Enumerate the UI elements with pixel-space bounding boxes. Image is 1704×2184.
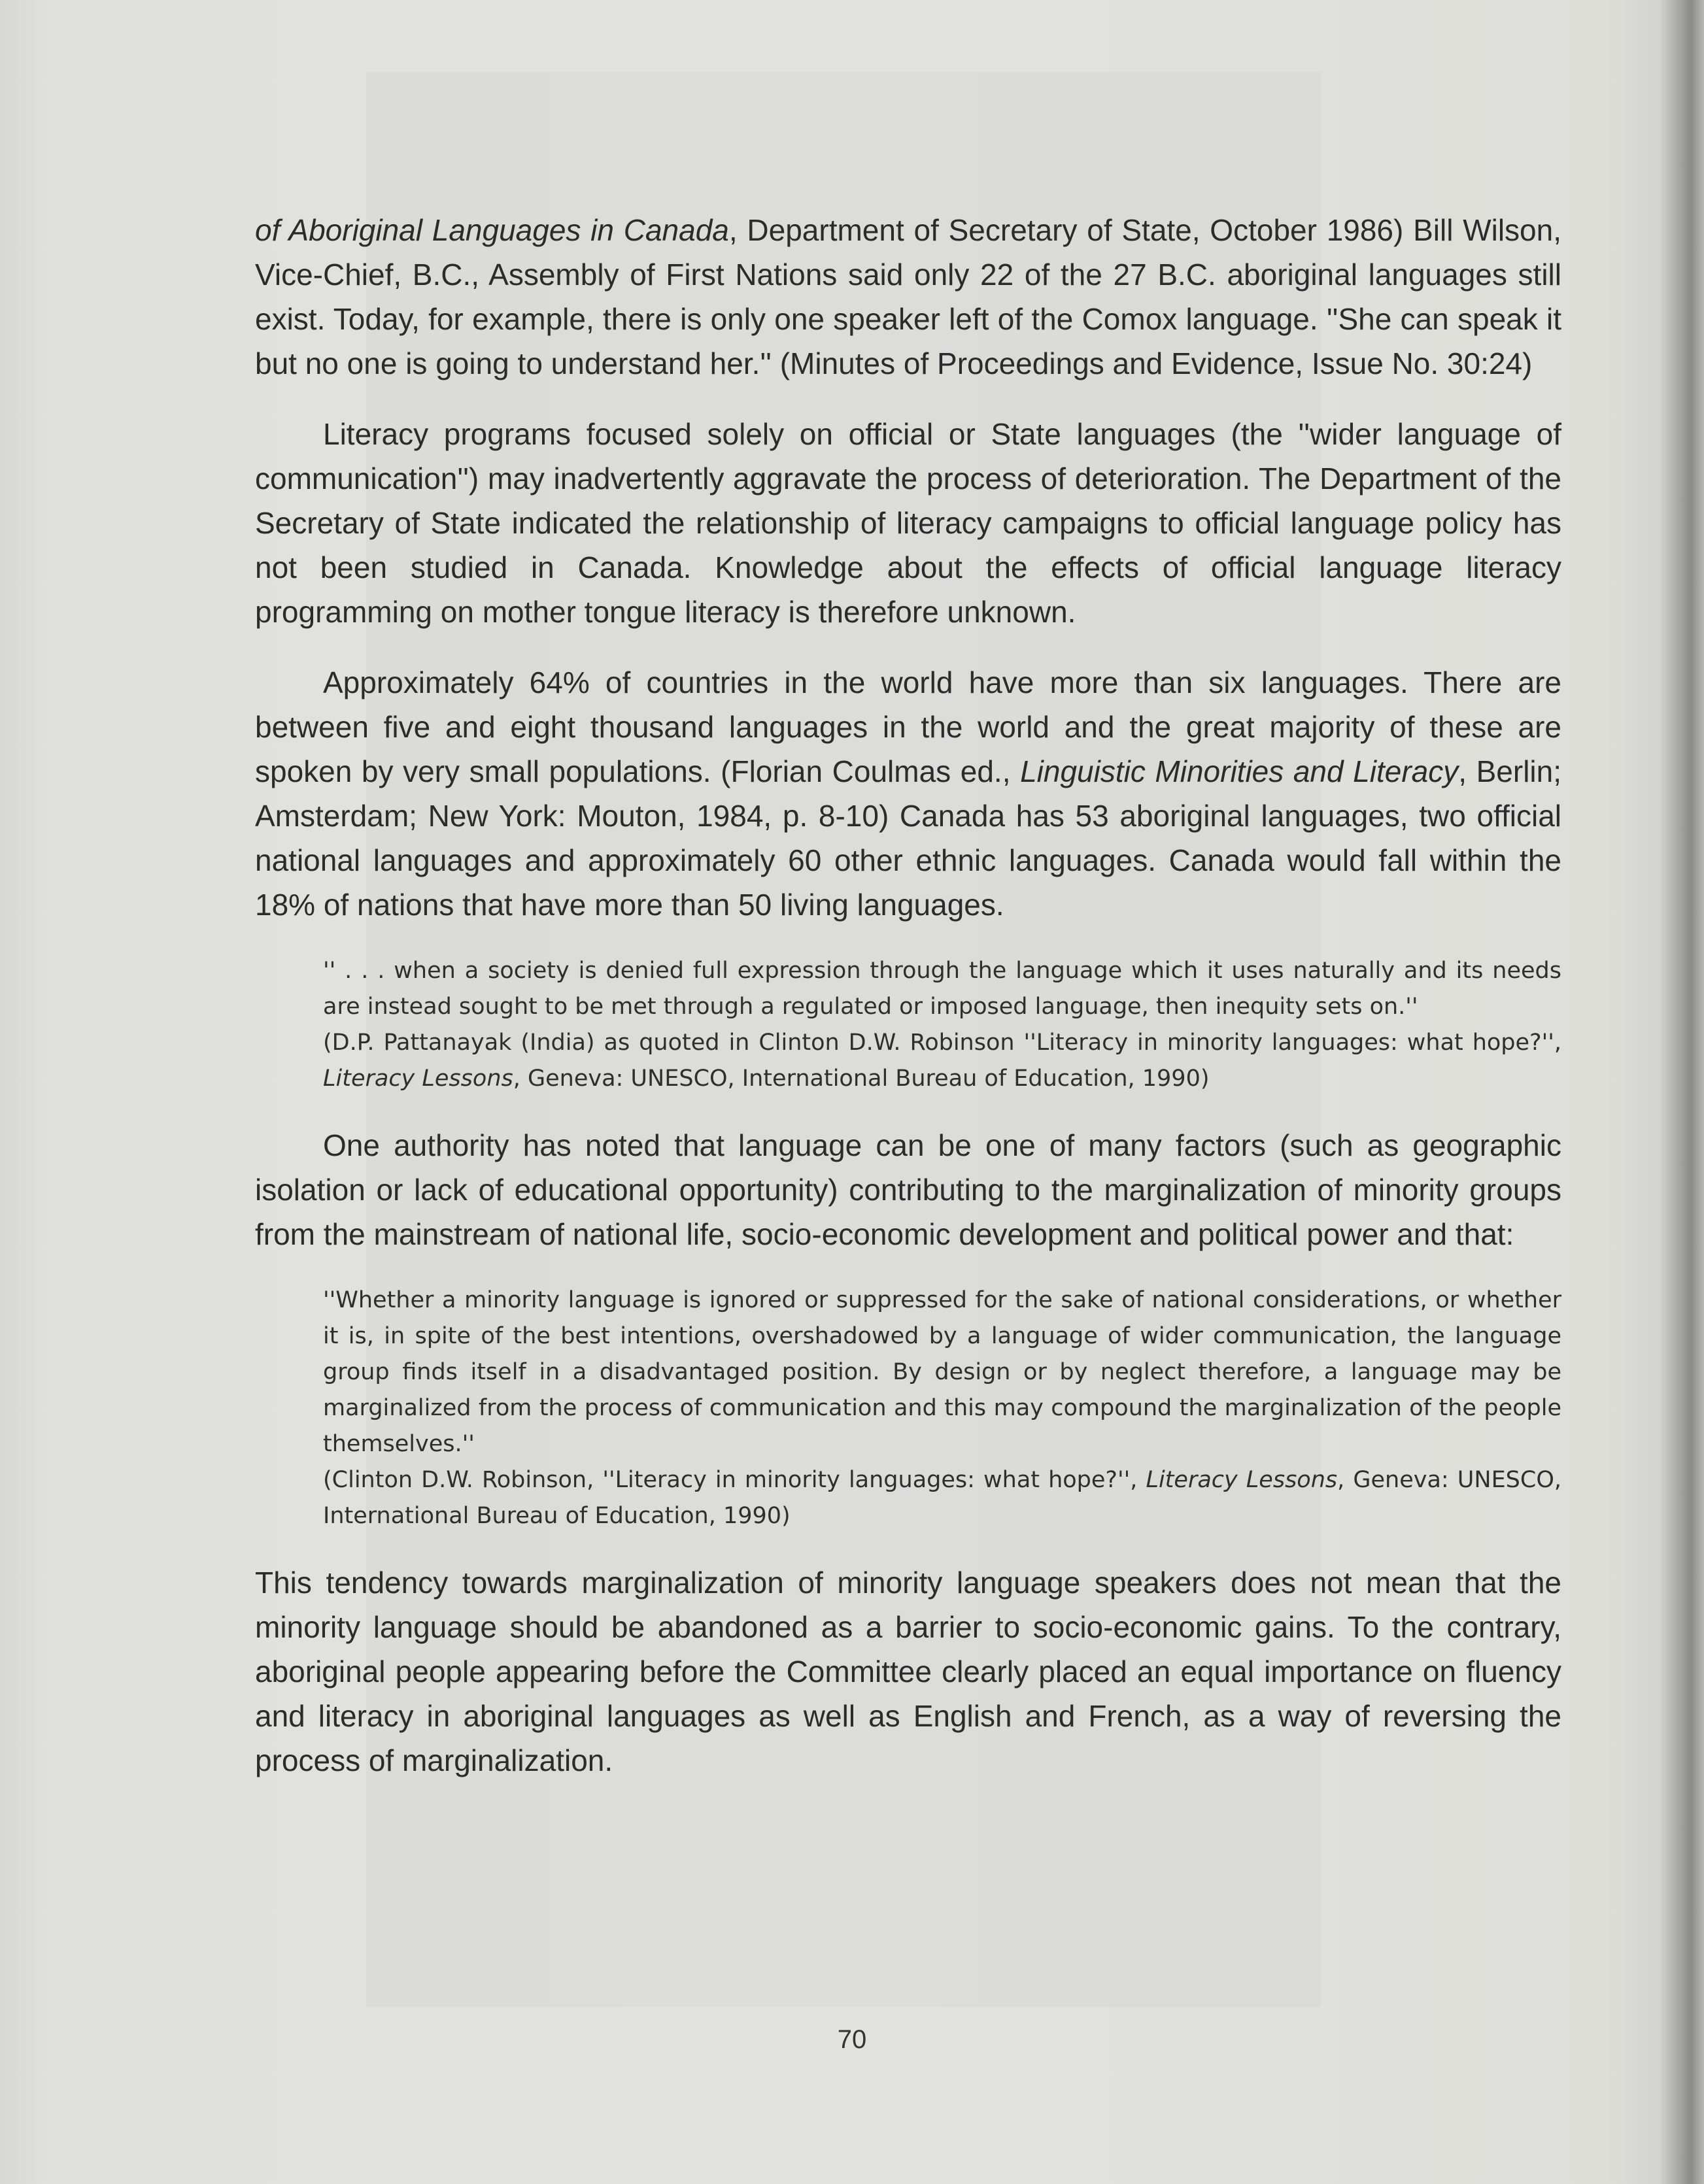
paragraph-5: This tendency towards marginalization of minority language speakers does not mean that the minority language should be abandoned as a barrier to socio-economic gains. To the contrary, aboriginal people appearing before the Committee clearly placed an equal importance on fluency and literacy in aboriginal languages as well as English and French, as a way of reversing the process of marginalization.	[255, 1566, 1561, 1777]
paragraph-1	[255, 208, 1561, 386]
block-quote-1	[323, 953, 1561, 1097]
block-quote-1-cite-title: Literacy Lessons	[323, 1066, 513, 1092]
paragraph-3-text-b: , Berlin; Amsterdam; New York: Mouton, 1984, p. 8-10) Canada has 53 aboriginal languages, two official national languages and approximately 60 other ethnic languages. Canada would fall within the 18% of nations that have more than 50 living languages.	[255, 754, 1561, 922]
block-quote-1-text: '' . . . when a society is denied full expression through the language which it uses naturally and its needs are instead sought to be met through a regulated or imposed language, then inequity sets on.''	[323, 958, 1561, 1020]
block-quote-1-cite-b: , Geneva: UNESCO, International Bureau of Education, 1990)	[513, 1066, 1210, 1092]
paragraph-3-title: Linguistic Minorities and Literacy	[1020, 754, 1459, 788]
page-number: 70	[837, 2025, 867, 2054]
block-quote-2-cite-title: Literacy Lessons	[1146, 1467, 1338, 1493]
binding-edge-shadow	[1661, 0, 1704, 2184]
paragraph-3	[255, 660, 1561, 927]
paragraph-1-text: , Department of Secretary of State, October 1986) Bill Wilson, Vice-Chief, B.C., Assembly of First Nations said only 22 of the 27 B.C. aboriginal languages still exist. Today, for example, there is only one speaker left of the Comox language. ''She can speak it but no one is going to understand her.'' (Minutes of Proceedings and Evidence, Issue No. 30:24)	[255, 213, 1561, 380]
paragraph-1-title: of Aboriginal Languages in Canada	[255, 213, 729, 247]
block-quote-2-citation	[323, 1462, 1561, 1534]
block-quote-2-cite-a: (Clinton D.W. Robinson, ''Literacy in minority languages: what hope?'',	[323, 1467, 1146, 1493]
block-quote-1-citation	[323, 1025, 1561, 1097]
document-body	[255, 208, 1561, 1809]
paragraph-4: One authority has noted that language can be one of many factors (such as geographic isolation or lack of educational opportunity) contributing to the marginalization of minority groups from the mainstream of national life, socio-economic development and political power and that:	[255, 1128, 1561, 1251]
block-quote-2-cite-b: , Geneva: UNESCO, International Bureau of Education, 1990)	[323, 1467, 1562, 1529]
block-quote-2	[323, 1283, 1561, 1534]
block-quote-1-cite-a: (D.P. Pattanayak (India) as quoted in Clinton D.W. Robinson ''Literacy in minority languages: what hope?'',	[323, 1030, 1561, 1056]
paragraph-3-text-a: Approximately 64% of countries in the world have more than six languages. There are between five and eight thousand languages in the world and the great majority of these are spoken by very small populations. (Florian Coulmas ed.,	[255, 665, 1561, 788]
block-quote-2-text: ''Whether a minority language is ignored or suppressed for the sake of national considerations, or whether it is, in spite of the best intentions, overshadowed by a language of wider communication, the language group finds itself in a disadvantaged position. By design or by neglect therefore, a language may be marginalized from the process of communication and this may compound the marginalization of the people themselves.''	[323, 1287, 1561, 1457]
paragraph-2: Literacy programs focused solely on official or State languages (the ''wider language of communication'') may inadvertently aggravate the process of deterioration. The Department of the Secretary of State indicated the relationship of literacy campaigns to official language policy has not been studied in Canada. Knowledge about the effects of official language literacy programming on mother tongue literacy is therefore unknown.	[255, 417, 1561, 629]
